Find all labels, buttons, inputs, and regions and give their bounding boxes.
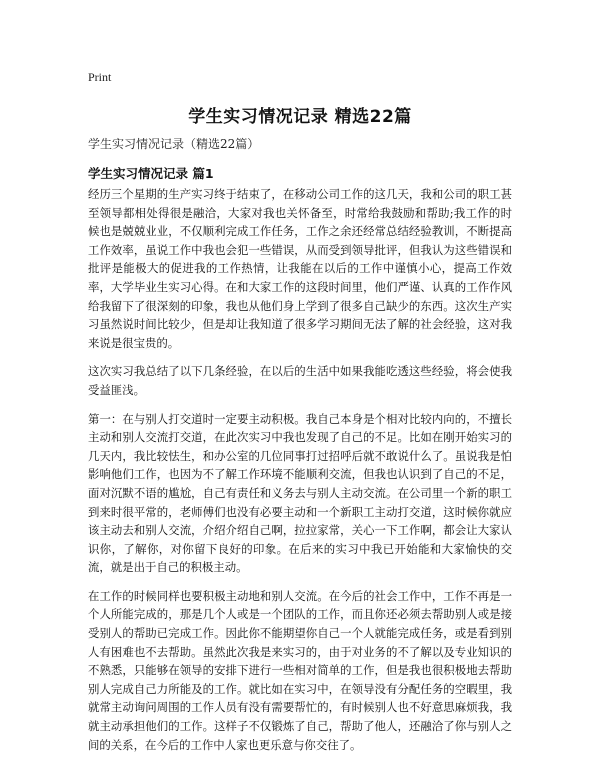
- section-heading: 学生实习情况记录 篇1: [88, 166, 214, 181]
- document-subtitle: 学生实习情况记录（精选22篇）: [88, 137, 260, 151]
- document-title: 学生实习情况记录 精选22篇: [188, 107, 412, 127]
- paragraph: 这次实习我总结了以下几条经验，在以后的生活中如果我能吃透这些经验，将会使我受益匪浅。: [88, 364, 512, 397]
- paragraph: 经历三个星期的生产实习终于结束了，在移动公司工作的这几天，我和公司的职工甚至领导都相处得很是融洽，大家对我也关怀备至，时常给我鼓励和帮助;我工作的时候也是兢兢业业，不仅顺利完成工作任务，工作之余还经常总结经验教训，不断提高工作效率，虽说工作中我也会犯一些错误，从而受到领导批评，但我认为这些错误和批评是能极大的促进我的工作热情，让我能在以后的工作中谨慎小心，提高工作效率，大学毕业生实习心得。在和大家工作的这段时间里，他们严谨、认真的工作作风给我留下了很深刻的印象，我也从他们身上学到了很多自己缺少的东西。这次生产实习虽然说时间比较少，但是却让我知道了很多学习期间无法了解的社会经验，这对我来说是很宝贵的。: [88, 187, 512, 350]
- paragraph: 第一：在与别人打交道时一定要主动积极。我自己本身是个相对比较内向的，不擅长主动和别人交流打交道，在此次实习中我也发现了自己的不足。比如在刚开始实习的几天内，我比较怯生，和办公室的几位同事打过招呼后就不敢说什么了。虽说我是怕影响他们工作，也因为不了解工作环境不能顺利交流，但我也认识到了自己的不足，面对沉默不语的尴尬，自己有责任和义务去与别人主动交流。在公司里一个新的职工到来时很平常的，老师傅们也没有必要主动和一个新职工主动打交道，这时候你就应该主动去和别人交流，介绍介绍自己啊，拉拉家常，关心一下工作啊，都会让大家认识你，了解你，对你留下良好的印象。在后来的实习中我已开始能和大家愉快的交流，就是出于自己的积极主动。: [88, 411, 512, 575]
- print-label[interactable]: Print: [88, 70, 112, 84]
- paragraph: 在工作的时候同样也要积极主动地和别人交流。在今后的社会工作中，工作不再是一个人所能完成的，那是几个人或是一个团队的工作，而且你还必须去帮助别人或是接受别人的帮助已完成工作。因此你不能期望你自己一个人就能完成任务，或是看到别人有困难也不去帮助。虽然此次我是来实习的，由于对业务的不了解以及专业知识的不熟悉，只能够在领导的安排下进行一些相对简单的工作，但是我也很积极地去帮助别人完成自己力所能及的工作。就比如在实习中，在领导没有分配任务的空暇里，我就常主动询问周围的工作人员有没有需要帮忙的，有时候别人也不好意思麻烦我，我就主动承担他们的工作。这样子不仅锻炼了自己，帮助了他人，还融洽了你与别人之间的关系，在今后的工作中人家也更乐意与你交往了。: [88, 588, 512, 752]
- article-body: [88, 185, 512, 764]
